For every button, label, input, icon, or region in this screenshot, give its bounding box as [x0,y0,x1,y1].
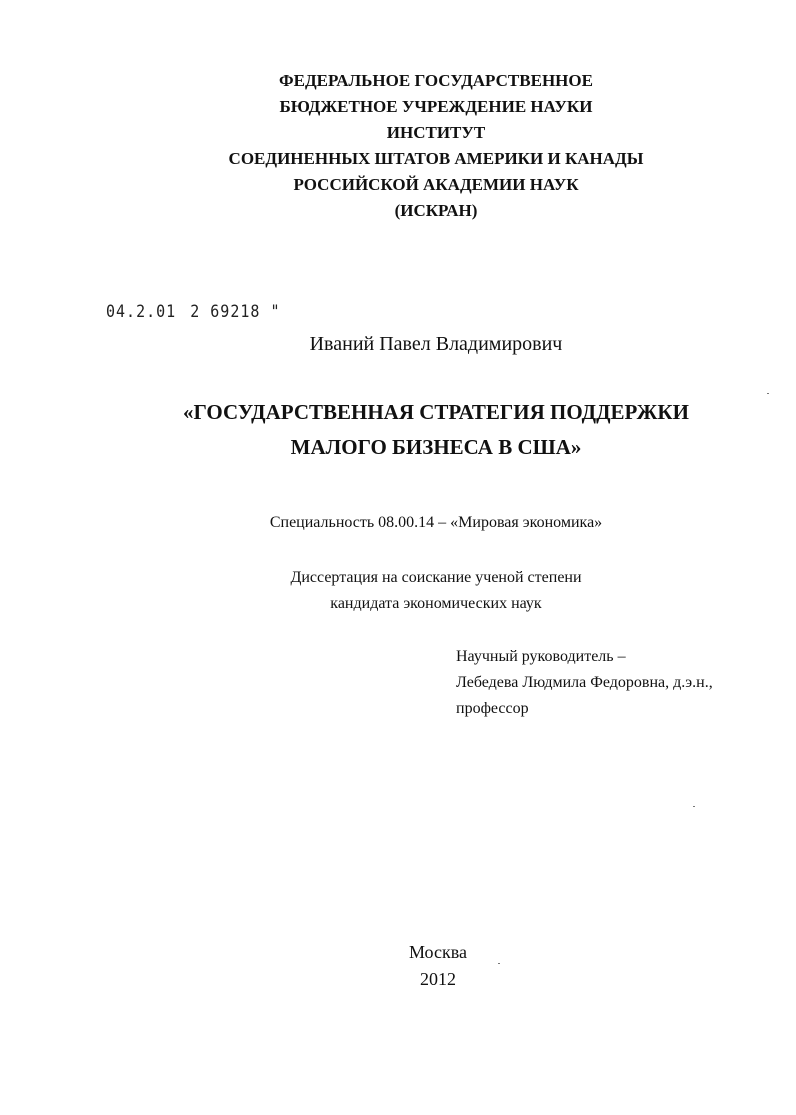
organization-line: ФЕДЕРАЛЬНОЕ ГОСУДАРСТВЕННОЕ [279,71,593,90]
year: 2012 [420,969,456,989]
organization-line: БЮДЖЕТНОЕ УЧРЕЖДЕНИЕ НАУКИ [279,97,593,116]
scan-speck [693,806,695,807]
author-name: Иваний Павел Владимирович [309,333,563,355]
scientific-advisor [456,644,713,722]
title-line: «ГОСУДАРСТВЕННАЯ СТРАТЕГИЯ ПОДДЕРЖКИ [183,400,689,424]
library-stamp [106,301,281,322]
advisor-line: Лебедева Людмила Федоровна, д.э.н., [456,674,713,691]
organization-line: (ИСКРАН) [394,201,478,220]
advisor-line: профессор [456,700,529,717]
scan-speck [498,963,500,964]
degree-statement [0,565,796,617]
stamp-date: 04.2.01 [106,301,177,322]
organization-line: РОССИЙСКОЙ АКАДЕМИИ НАУК [293,175,579,194]
degree-line: кандидата экономических наук [330,595,542,612]
organization-header [0,68,796,224]
city: Москва [409,942,467,962]
dissertation-title [0,395,796,465]
scan-speck [767,393,769,394]
specialty: Специальность 08.00.14 – «Мировая экономика» [269,514,603,531]
title-line: МАЛОГО БИЗНЕСА В США» [290,435,582,459]
place-and-year [0,939,796,993]
organization-line: СОЕДИНЕННЫХ ШТАТОВ АМЕРИКИ И КАНАДЫ [228,149,644,168]
advisor-line: Научный руководитель – [456,648,626,665]
degree-line: Диссертация на соискание ученой степени [290,569,582,586]
organization-line: ИНСТИТУТ [386,123,486,142]
stamp-code: 2 69218 " [190,301,281,322]
